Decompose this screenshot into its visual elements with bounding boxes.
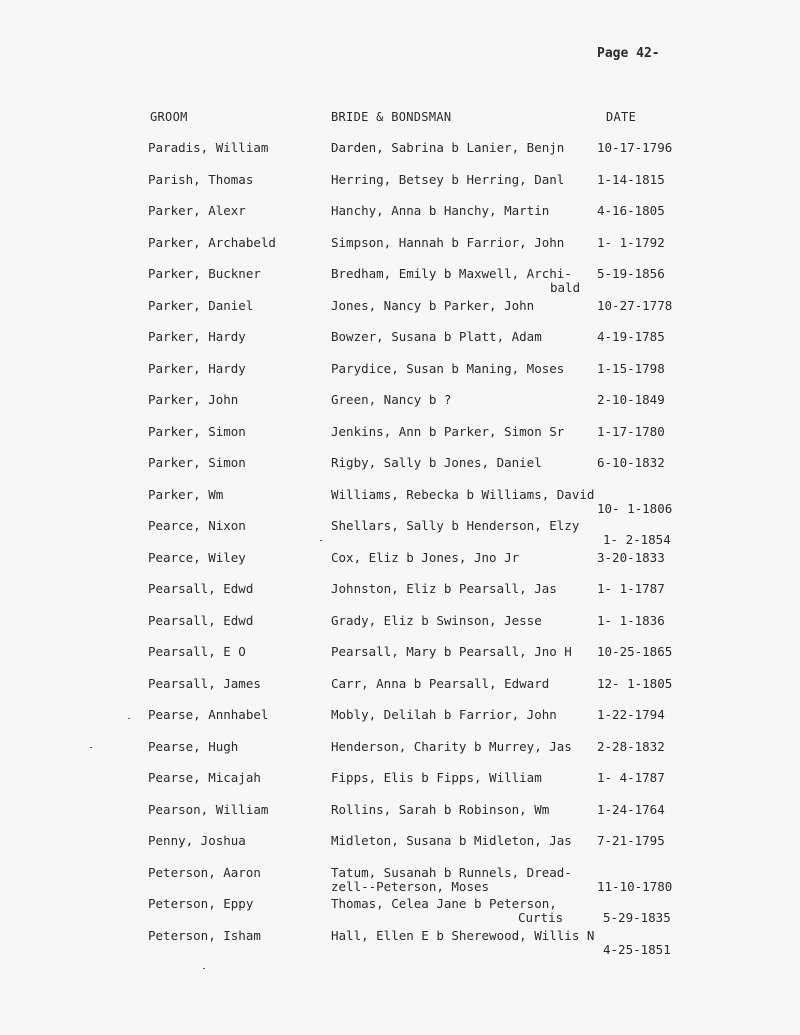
groom-name: Peterson, Aaron (148, 864, 261, 880)
marriage-date: 1-22-1794 (597, 707, 665, 722)
marriage-date: 12- 1-1805 (597, 675, 673, 691)
groom-name: Pearse, Micajah (148, 770, 261, 785)
bride-bondsman: Simpson, Hannah b Farrior, John (331, 234, 565, 250)
page-number: Page 42- (597, 46, 660, 61)
bride-bondsman-continued: Curtis (518, 910, 564, 925)
entry-row (0, 425, 800, 457)
bride-bondsman: Parydice, Susan b Maning, Moses (331, 360, 565, 376)
groom-name: Pearsall, Edwd (148, 612, 254, 628)
marriage-date: 4-25-1851 (603, 941, 671, 957)
entry-row (0, 267, 800, 299)
scan-speck (128, 718, 130, 719)
marriage-date: 1- 1-1836 (597, 612, 665, 628)
entry-row (0, 708, 800, 740)
groom-name: Peterson, Isham (148, 927, 261, 943)
marriage-date: 1- 1-1787 (597, 581, 665, 596)
groom-name: Parker, Buckner (148, 266, 261, 281)
bride-bondsman: Tatum, Susanah b Runnels, Dread- (331, 864, 572, 880)
marriage-date: 1- 1-1792 (597, 234, 665, 250)
marriage-entries (0, 141, 800, 960)
groom-name: Paradis, William (148, 140, 269, 155)
header-groom: GROOM (150, 110, 188, 124)
groom-name: Parish, Thomas (148, 171, 254, 187)
marriage-date: 1-17-1780 (597, 423, 665, 439)
groom-name: Parker, John (148, 392, 239, 407)
marriage-date: 2-10-1849 (597, 392, 665, 407)
groom-name: Peterson, Eppy (148, 896, 254, 911)
marriage-date: 1-14-1815 (597, 171, 665, 187)
bride-bondsman: Darden, Sabrina b Lanier, Benjn (331, 140, 565, 155)
groom-name: Pearce, Nixon (148, 518, 246, 533)
marriage-date: 2-28-1832 (597, 738, 665, 754)
entry-row (0, 897, 800, 929)
bride-bondsman: Bredham, Emily b Maxwell, Archi- (331, 266, 572, 281)
entry-row (0, 362, 800, 394)
marriage-date: 10-27-1778 (597, 297, 673, 313)
header-bride-bondsman: BRIDE & BONDSMAN (331, 110, 452, 124)
marriage-date: 10-25-1865 (597, 644, 673, 659)
header-date: DATE (606, 110, 637, 124)
entry-row (0, 803, 800, 835)
entry-row (0, 456, 800, 488)
entry-row (0, 173, 800, 205)
entry-row (0, 299, 800, 331)
bride-bondsman: Fipps, Elis b Fipps, William (331, 770, 542, 785)
groom-name: Parker, Simon (148, 423, 246, 439)
bride-bondsman-continued: bald (550, 280, 581, 295)
marriage-date: 7-21-1795 (597, 833, 665, 848)
marriage-date: 4-16-1805 (597, 203, 665, 218)
marriage-date: 1- 2-1854 (603, 532, 671, 547)
entry-row (0, 141, 800, 173)
bride-bondsman: Carr, Anna b Pearsall, Edward (331, 675, 550, 691)
bride-bondsman: Green, Nancy b ? (331, 392, 452, 407)
groom-name: Parker, Simon (148, 455, 246, 470)
entry-row (0, 740, 800, 772)
bride-bondsman: Mobly, Delilah b Farrior, John (331, 707, 557, 722)
entry-row (0, 551, 800, 583)
entry-row (0, 330, 800, 362)
groom-name: Pearson, William (148, 801, 269, 817)
bride-bondsman: Shellars, Sally b Henderson, Elzy (331, 518, 580, 533)
bride-bondsman: Rollins, Sarah b Robinson, Wm (331, 801, 550, 817)
bride-bondsman: Hanchy, Anna b Hanchy, Martin (331, 203, 550, 218)
marriage-date: 5-19-1856 (597, 266, 665, 281)
marriage-date: 10-17-1796 (597, 140, 673, 155)
entry-row (0, 929, 800, 961)
marriage-date: 10- 1-1806 (597, 500, 673, 516)
entry-row (0, 236, 800, 268)
bride-bondsman: Bowzer, Susana b Platt, Adam (331, 329, 542, 344)
groom-name: Parker, Alexr (148, 203, 246, 218)
entry-row (0, 393, 800, 425)
entry-row (0, 582, 800, 614)
bride-bondsman: Midleton, Susana b Midleton, Jas (331, 833, 572, 848)
groom-name: Pearce, Wiley (148, 549, 246, 565)
entry-row (0, 204, 800, 236)
entry-row (0, 488, 800, 520)
marriage-date: 1-24-1764 (597, 801, 665, 817)
marriage-date: 6-10-1832 (597, 455, 665, 470)
groom-name: Pearsall, E O (148, 644, 246, 659)
marriage-date: 4-19-1785 (597, 329, 665, 344)
entry-row (0, 771, 800, 803)
bride-bondsman: Williams, Rebecka b Williams, David (331, 486, 595, 502)
groom-name: Parker, Hardy (148, 329, 246, 344)
scan-speck (320, 540, 322, 541)
marriage-date: 1- 4-1787 (597, 770, 665, 785)
bride-bondsman: Rigby, Sally b Jones, Daniel (331, 455, 542, 470)
bride-bondsman: Grady, Eliz b Swinson, Jesse (331, 612, 542, 628)
entry-row (0, 677, 800, 709)
marriage-date: 5-29-1835 (603, 910, 671, 925)
marriage-date: 11-10-1780 (597, 878, 673, 894)
entry-row (0, 834, 800, 866)
marriage-date: 3-20-1833 (597, 549, 665, 565)
groom-name: Pearse, Annhabel (148, 707, 269, 722)
bride-bondsman: Pearsall, Mary b Pearsall, Jno H (331, 644, 572, 659)
groom-name: Parker, Daniel (148, 297, 254, 313)
bride-bondsman: Jones, Nancy b Parker, John (331, 297, 535, 313)
groom-name: Parker, Archabeld (148, 234, 276, 250)
bride-bondsman: Cox, Eliz b Jones, Jno Jr (331, 549, 520, 565)
bride-bondsman: Herring, Betsey b Herring, Danl (331, 171, 565, 187)
bride-bondsman: Johnston, Eliz b Pearsall, Jas (331, 581, 557, 596)
bride-bondsman: Hall, Ellen E b Sherewood, Willis N (331, 927, 595, 943)
bride-bondsman: Thomas, Celea Jane b Peterson, (331, 896, 557, 911)
scan-speck (203, 968, 205, 969)
groom-name: Pearsall, Edwd (148, 581, 254, 596)
entry-row (0, 866, 800, 898)
groom-name: Penny, Joshua (148, 833, 246, 848)
groom-name: Pearsall, James (148, 675, 261, 691)
bride-bondsman-continued: zell--Peterson, Moses (331, 878, 490, 894)
entry-row (0, 614, 800, 646)
groom-name: Parker, Wm (148, 486, 224, 502)
entry-row (0, 519, 800, 551)
entry-row (0, 645, 800, 677)
groom-name: Pearse, Hugh (148, 738, 239, 754)
bride-bondsman: Henderson, Charity b Murrey, Jas (331, 738, 572, 754)
bride-bondsman: Jenkins, Ann b Parker, Simon Sr (331, 423, 565, 439)
marriage-date: 1-15-1798 (597, 360, 665, 376)
scan-speck (90, 747, 92, 748)
groom-name: Parker, Hardy (148, 360, 246, 376)
